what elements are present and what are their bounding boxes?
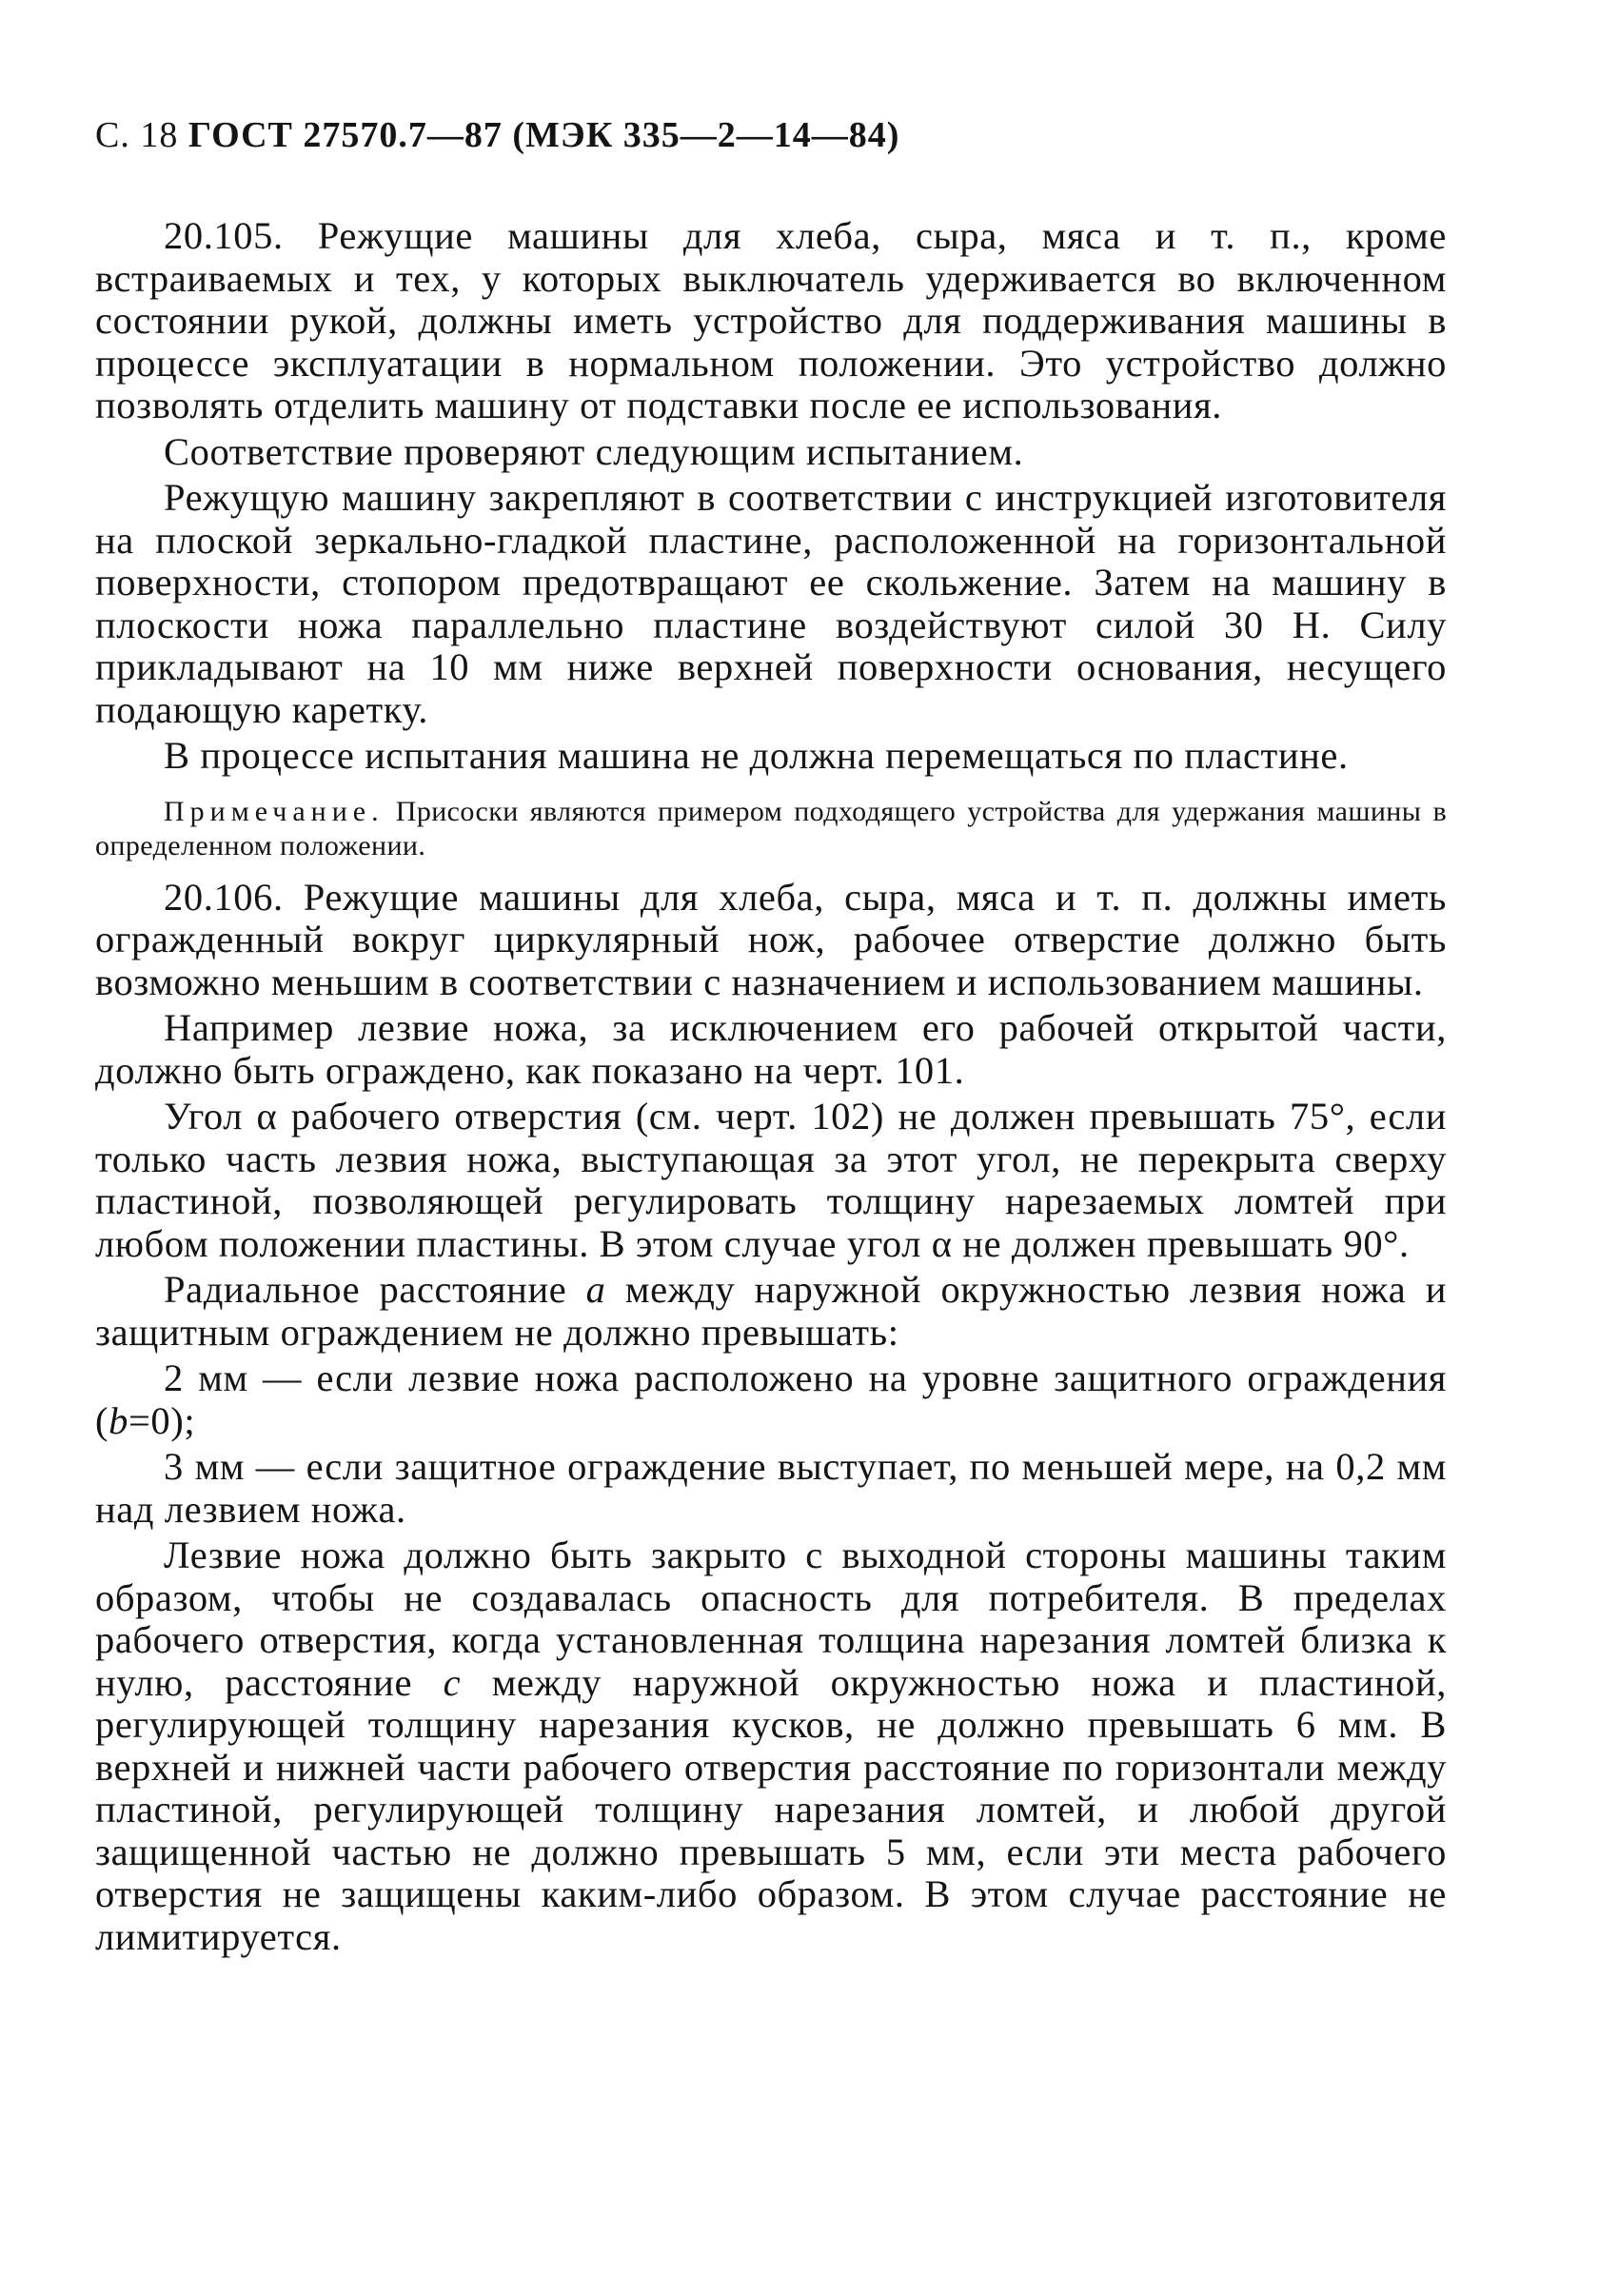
variable-b: b <box>109 1398 128 1442</box>
page-number: С. 18 <box>95 115 179 155</box>
note-label: Примечание. <box>164 795 385 827</box>
variable-c: c <box>443 1660 462 1704</box>
paragraph-radial-distance <box>95 1269 1447 1354</box>
paragraph-example: Например лезвие ножа, за исключением его рабочей открытой части, должно быть ограждено, как показано на черт. 101. <box>95 1006 1447 1092</box>
paragraph-angle: Угол α рабочего отверстия (см. черт. 102) не должен превышать 75°, если только часть лезвия ножа, выступающая за этот угол, не перекрыта сверху пластиной, позволяющей регулировать толщину нарезаемых ломтей при любом положении пластины. В этом случае угол α не должен превышать 90°. <box>95 1095 1447 1265</box>
paragraph-20-105: 20.105. Режущие машины для хлеба, сыра, мяса и т. п., кроме встраиваемых и тех, у которых выключатель удерживается во включенном состоянии рукой, должны иметь устройство для поддерживания машины в процессе эксплуатации в нормальном положении. Это устройство должно позволять отделить машину от подставки после ее использования. <box>95 214 1447 426</box>
final-text-after: между наружной окружностью ножа и пластиной, регулирующей толщину нарезания кусков, не должно превышать 6 мм. В верхней и нижней части рабочего отверстия расстояние по горизонтали между пластиной, регулирующей толщину нарезания ломтей, и любой другой защищенной частью не должно превышать 5 мм, если эти места рабочего отверстия не защищены каким-либо образом. В этом случае расстояние не лимитируется. <box>95 1660 1447 1958</box>
note <box>95 795 1447 863</box>
list-item-3mm: 3 мм — если защитное ограждение выступает, по меньшей мере, на 0,2 мм над лезвием ножа. <box>95 1445 1447 1531</box>
paragraph-20-106: 20.106. Режущие машины для хлеба, сыра, мяса и т. п. должны иметь огражденный вокруг циркулярный нож, рабочее отверстие должно быть возможно меньшим в соответствии с назначением и использованием машины. <box>95 875 1447 1003</box>
item1-text-after: =0); <box>128 1398 196 1442</box>
standard-designation: ГОСТ 27570.7—87 (МЭК 335—2—14—84) <box>188 115 900 155</box>
document-page <box>95 112 1447 1962</box>
note-text: Присоски являются примером подходящего устройства для удержания машины в определенном положении. <box>95 795 1448 861</box>
radial-text-before: Радиальное расстояние <box>164 1268 567 1311</box>
paragraph-compliance: Соответствие проверяют следующим испытанием. <box>164 429 1024 473</box>
paragraph-blade-cover <box>95 1534 1447 1958</box>
paragraph-test-procedure: Режущую машину закрепляют в соответствии с инструкцией изготовителя на плоской зеркально-гладкой пластине, расположенной на горизонтальной поверхности, стопором предотвращают ее скольжение. Затем на машину в плоскости ножа параллельно пластине воздействуют силой 30 Н. Силу прикладывают на 10 мм ниже верхней поверхности основания, несущего подающую каретку. <box>95 476 1447 731</box>
variable-a: a <box>585 1268 606 1311</box>
list-item-2mm <box>95 1357 1447 1442</box>
final-text-before: Лезвие ножа должно быть закрыто с выходной стороны машины таким образом, чтобы не создавалась опасность для потребителя. В пределах рабочего отверстия, когда установленная толщина нарезания ломтей близка к нулю, расстояние <box>95 1534 1447 1704</box>
radial-text-after: между наружной окружностью лезвия ножа и защитным ограждением не должно превышать: <box>95 1268 1447 1354</box>
item1-text-before: 2 мм — если лезвие ножа расположено на уровне защитного ограждения ( <box>95 1356 1447 1442</box>
page-header <box>95 112 1447 158</box>
paragraph-test-result: В процессе испытания машина не должна перемещаться по пластине. <box>164 734 1349 777</box>
